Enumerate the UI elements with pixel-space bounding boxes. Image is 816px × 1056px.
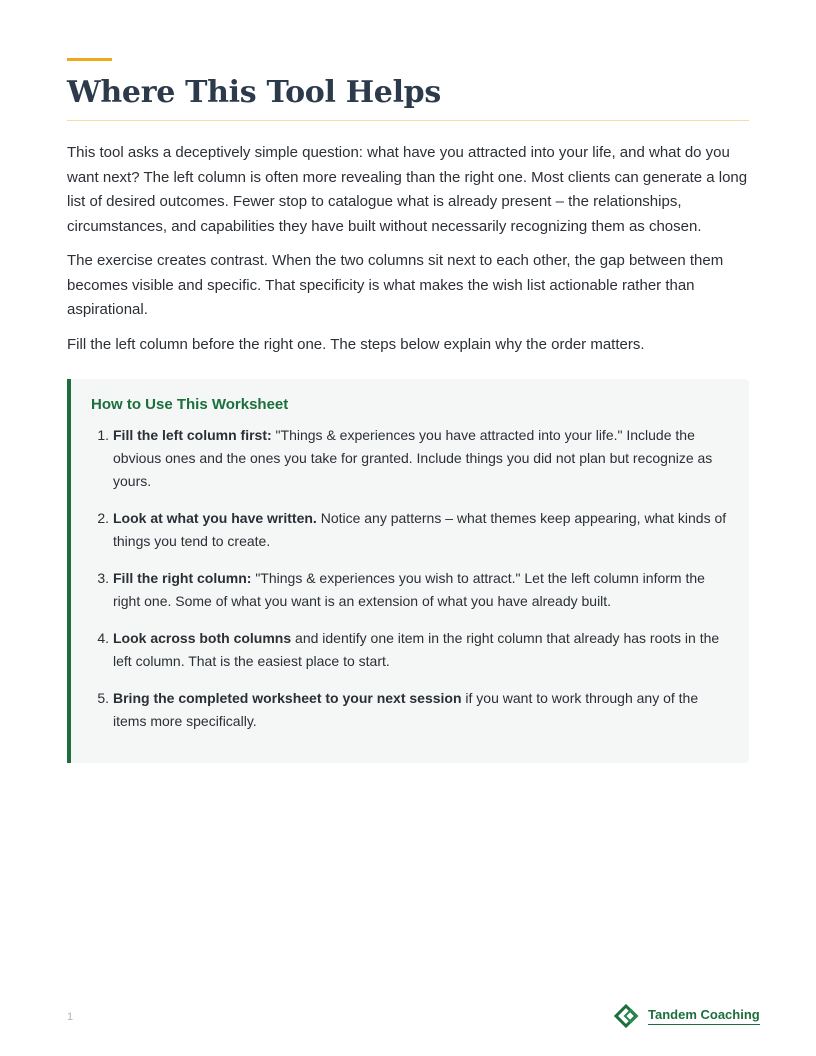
intro-paragraph: The exercise creates contrast. When the two columns sit next to each other, the gap between them becomes visible and specific. That specificity is what makes the wish list actionable rather than aspirational. xyxy=(67,252,724,318)
step-text: and identify one item in the right column that already has roots in the left column. That is the easiest place to start. xyxy=(113,630,720,669)
brand-name: Tandem Coaching xyxy=(648,1007,760,1025)
step-lead: Look across both columns xyxy=(113,630,292,646)
step-lead: Fill the right column: xyxy=(113,570,252,586)
intro-paragraph: Fill the left column before the right one. The steps below explain why the order matters. xyxy=(67,335,645,353)
step-lead: Bring the completed worksheet to your next session xyxy=(113,690,462,706)
step-lead: Look at what you have written. xyxy=(113,510,317,526)
step-item xyxy=(91,424,731,493)
step-text: Notice any patterns – what themes keep appearing, what kinds of things you tend to create. xyxy=(113,510,727,549)
step-item xyxy=(91,507,731,553)
intro-paragraph: This tool asks a deceptively simple question: what have you attracted into your life, and what do you want next? The left column is often more revealing than the right one. Most clients can generate a long list of desired outcomes. Fewer stop to catalogue what is already present – the relationships, circumstances, and capabilities they have built without necessarily recognizing them as chosen. xyxy=(67,144,748,235)
step-item xyxy=(91,567,731,613)
step-number: 4. xyxy=(97,630,109,646)
page-number: 1 xyxy=(67,1011,74,1023)
step-lead: Fill the left column first: xyxy=(113,427,272,443)
step-number: 1. xyxy=(97,427,109,443)
step-text: "Things & experiences you wish to attract." Let the left column inform the right one. Some of what you want is an extension of what you have already built. xyxy=(113,570,705,609)
step-item xyxy=(91,687,731,733)
step-number: 2. xyxy=(97,510,109,526)
step-number: 3. xyxy=(97,570,109,586)
intro-section xyxy=(67,141,749,367)
title-divider xyxy=(67,120,749,121)
step-number: 5. xyxy=(97,690,109,706)
title-accent-bar xyxy=(67,58,112,61)
step-item xyxy=(91,627,731,673)
step-text: "Things & experiences you have attracted into your life." Include the obvious ones and the ones you take for granted. Include things you did not plan but recognize as yours. xyxy=(113,427,713,489)
steps-list xyxy=(91,424,731,747)
page-title: Where This Tool Helps xyxy=(67,75,441,110)
brand-logo xyxy=(614,1004,760,1028)
instructions-panel xyxy=(67,379,749,763)
panel-title: How to Use This Worksheet xyxy=(91,396,289,413)
diamond-logo-icon xyxy=(614,1004,642,1028)
step-text: if you want to work through any of the items more specifically. xyxy=(113,690,699,729)
